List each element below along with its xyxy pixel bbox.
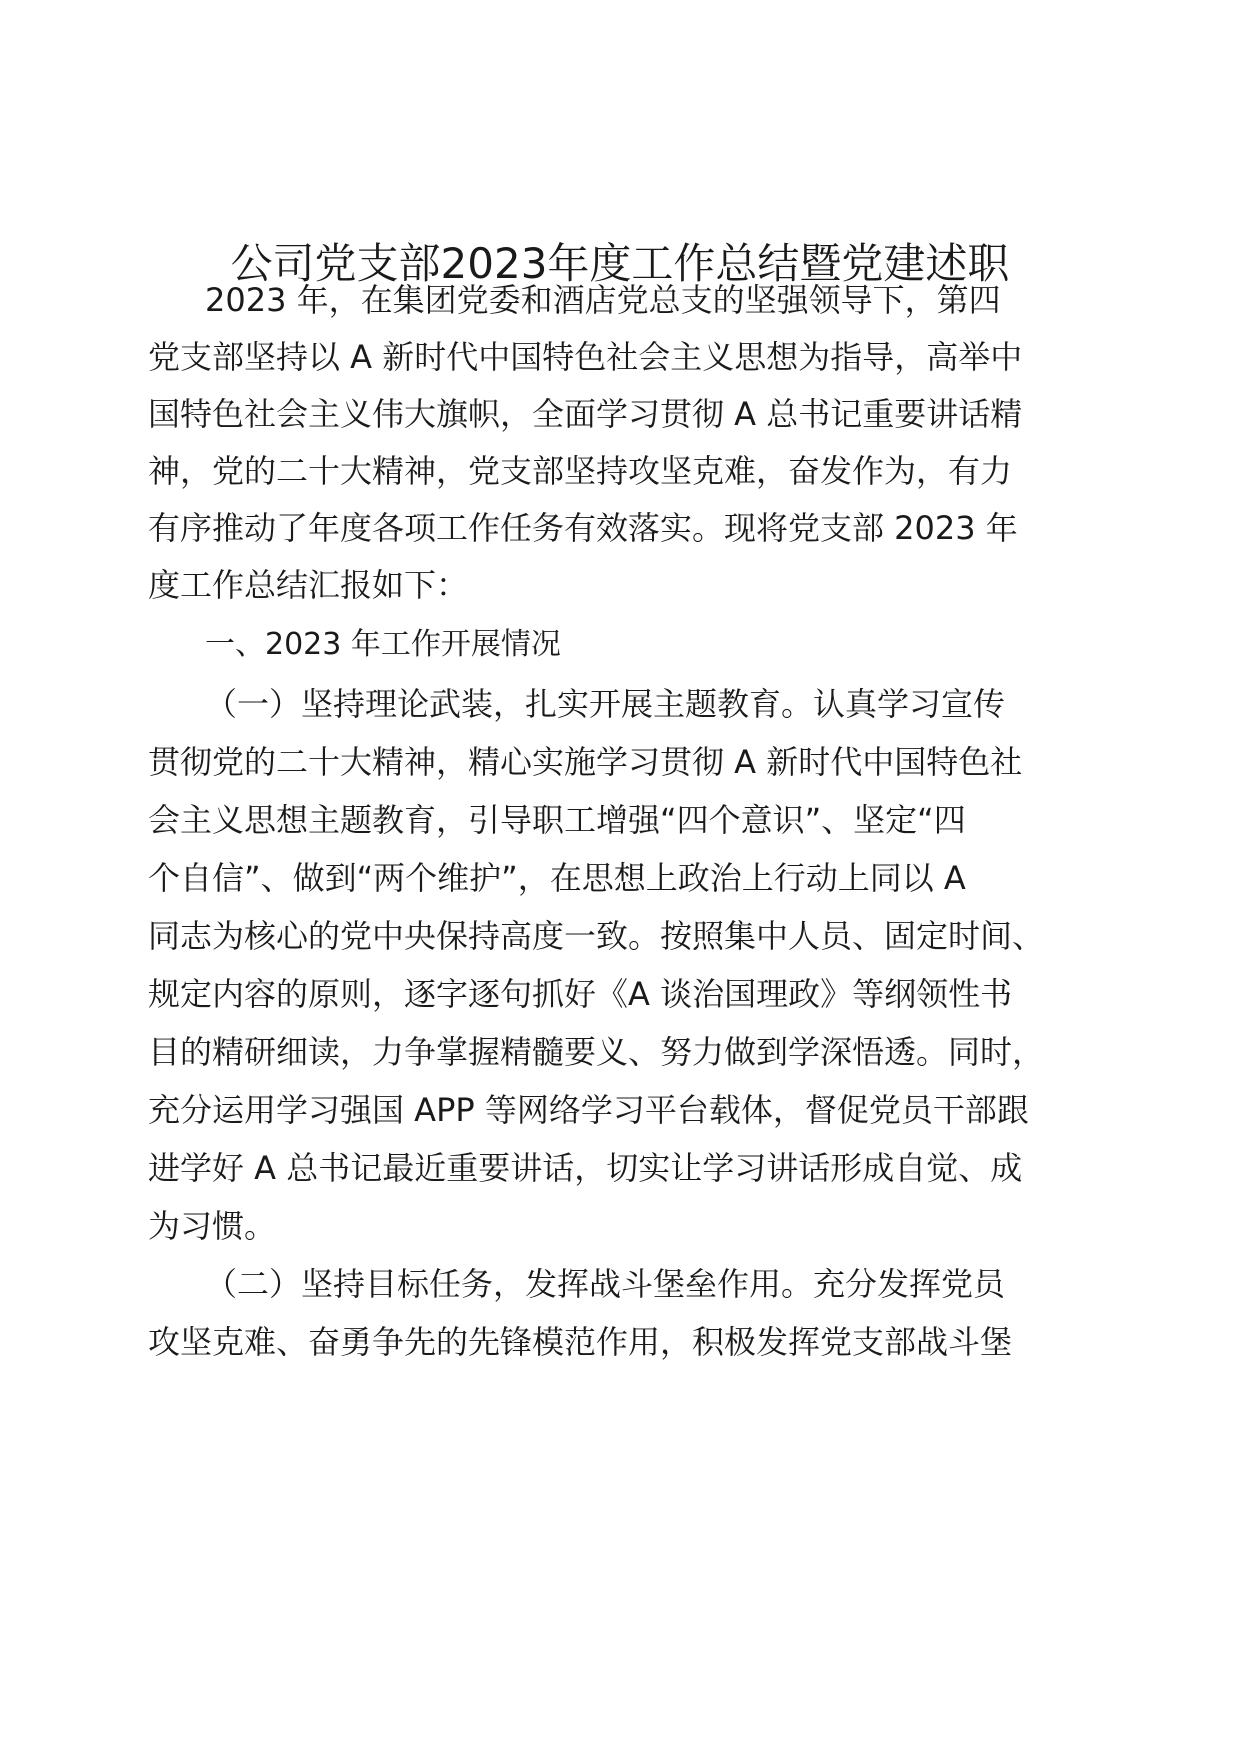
part1-line-4: 个自信”、做到“两个维护”，在思想上政治上行动上同以 A (148, 859, 966, 897)
part1-line-7: 目的精研细读，力争掌握精髓要义、努力做到学深悟透。同时， (148, 1033, 1045, 1071)
part2-line-1: （二）坚持目标任务，发挥战斗堡垒作用。充分发挥党员 (205, 1265, 1006, 1303)
intro-line-1: 2023 年，在集团党委和酒店党总支的坚强领导下，第四 (205, 281, 1001, 319)
part1-line-3: 会主义思想主题教育，引导职工增强“四个意识”、坚定“四 (148, 801, 966, 839)
part1-line-5: 同志为核心的党中央保持高度一致。按照集中人员、固定时间、 (148, 917, 1045, 955)
intro-line-6: 度工作总结汇报如下： (148, 566, 469, 604)
part1-line-9: 进学好 A 总书记最近重要讲话，切实让学习讲话形成自觉、成 (148, 1149, 1023, 1187)
intro-line-3: 国特色社会主义伟大旗帜，全面学习贯彻 A 总书记重要讲话精 (148, 395, 1023, 433)
part1-line-10: 为习惯。 (148, 1207, 277, 1245)
intro-line-2: 党支部坚持以 A 新时代中国特色社会主义思想为指导，高举中 (148, 338, 1023, 376)
intro-line-4: 神，党的二十大精神，党支部坚持攻坚克难，奋发作为，有力 (148, 452, 1013, 490)
part1-line-2: 贯彻党的二十大精神，精心实施学习贯彻 A 新时代中国特色社 (148, 743, 1023, 781)
section-heading: 一、2023 年工作开展情况 (205, 627, 561, 662)
document-title: 公司党支部2023年度工作总结暨党建述职 (230, 239, 1010, 288)
part1-line-6: 规定内容的原则，逐字逐句抓好《A 谈治国理政》等纲领性书 (148, 975, 1013, 1013)
part2-line-2: 攻坚克难、奋勇争先的先锋模范作用，积极发挥党支部战斗堡 (148, 1323, 1013, 1361)
part1-line-8: 充分运用学习强国 APP 等网络学习平台载体，督促党员干部跟 (148, 1091, 1029, 1129)
part1-line-1: （一）坚持理论武装，扎实开展主题教育。认真学习宣传 (205, 685, 1006, 723)
intro-line-5: 有序推动了年度各项工作任务有效落实。现将党支部 2023 年 (148, 509, 1018, 547)
